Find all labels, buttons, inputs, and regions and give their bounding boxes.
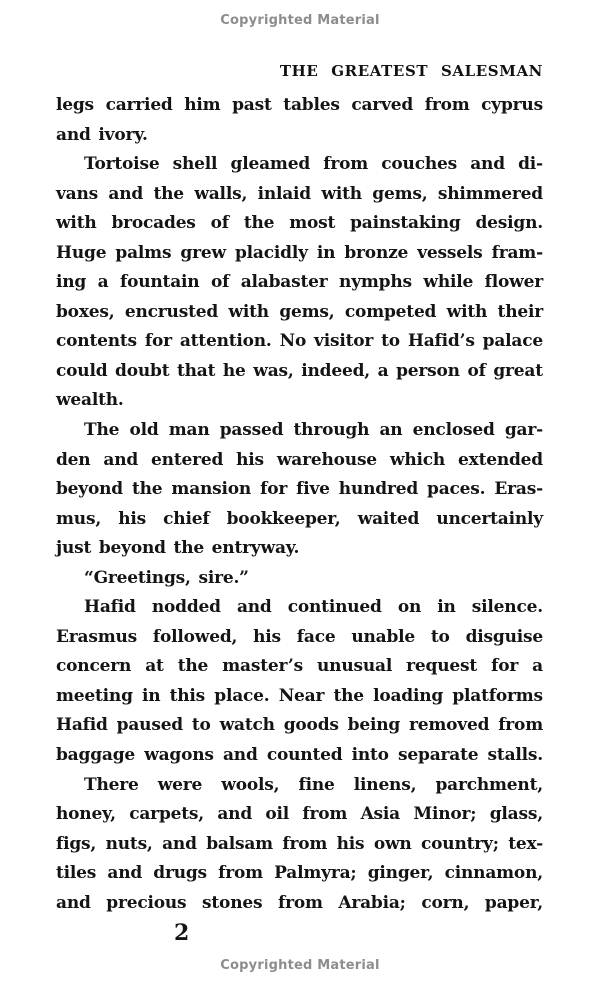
word: vans [56, 183, 99, 204]
word: with [446, 301, 488, 322]
word: on [397, 597, 422, 618]
word: the [243, 213, 275, 234]
text-line [56, 771, 543, 801]
word: of [210, 272, 230, 293]
word: gems, [279, 301, 335, 322]
text-line [56, 298, 543, 328]
paragraph [56, 150, 543, 416]
word: attention. [179, 331, 272, 352]
word: great [493, 360, 543, 381]
word: was, [253, 360, 294, 381]
word: ing [56, 272, 87, 293]
word: the [153, 183, 184, 204]
word: of [210, 213, 229, 234]
word: to [430, 626, 450, 647]
word: No [279, 331, 307, 352]
paragraph [56, 416, 543, 564]
word: painstaking [350, 213, 461, 234]
word: from [218, 863, 263, 884]
word: and [56, 892, 91, 913]
word: own [373, 833, 412, 854]
word: paused [116, 715, 183, 736]
text-line [56, 889, 543, 919]
word: entered [151, 449, 224, 470]
word: palace [482, 331, 543, 352]
word: followed, [152, 626, 238, 647]
word: a [97, 272, 109, 293]
text-line [56, 711, 543, 741]
word: in [141, 685, 161, 706]
word: wools, [221, 774, 280, 795]
page-number: 2 [174, 920, 190, 946]
word: and [470, 154, 505, 175]
word: linens, [353, 774, 417, 795]
word: inlaid [257, 183, 311, 204]
text-line: “Greetings, sire.” [84, 567, 249, 588]
word: through [293, 420, 370, 441]
text-line [56, 150, 543, 180]
text-line [56, 859, 543, 889]
word: bookkeeper, [226, 508, 341, 529]
word: and [236, 597, 272, 618]
word: for [144, 331, 172, 352]
word: at [145, 656, 164, 677]
word: carried [105, 95, 173, 115]
word: fram- [491, 242, 543, 263]
word: his [336, 833, 365, 854]
word: and [162, 833, 197, 854]
word: extended [458, 449, 543, 470]
word: boxes, [56, 301, 115, 322]
word: Tortoise [84, 154, 160, 175]
text-line [56, 505, 543, 535]
word: for [260, 479, 288, 500]
word: nuts, [105, 833, 153, 854]
word: removed [409, 715, 490, 736]
word: platforms [452, 685, 543, 706]
text-line [56, 268, 543, 298]
word: nodded [151, 597, 221, 618]
word: warehouse [276, 449, 377, 470]
word: flower [484, 272, 543, 293]
word: couches [381, 154, 457, 175]
word: gar- [504, 420, 543, 441]
word: ginger, [367, 863, 434, 884]
copyright-notice-top: Copyrighted Material [220, 13, 380, 28]
word: mansion [171, 479, 252, 500]
text-line [56, 830, 543, 860]
word: placidly [234, 242, 308, 263]
word: stalls. [487, 745, 543, 766]
text-line: and ivory. [56, 124, 148, 145]
word: disguise [465, 626, 543, 647]
word: this [169, 685, 206, 706]
word: silence. [471, 597, 543, 618]
word: watch [219, 715, 275, 736]
word: to [191, 715, 211, 736]
paragraph [56, 771, 543, 919]
word: his [236, 449, 264, 470]
word: carpets, [129, 804, 204, 825]
paragraph [56, 91, 543, 150]
word: tables [283, 95, 340, 115]
text-line [56, 741, 543, 771]
word: their [497, 301, 543, 322]
word: place. [214, 685, 270, 706]
word: chief [163, 508, 210, 529]
word: the [333, 685, 364, 706]
word: with [56, 213, 97, 234]
word: alabaster [240, 272, 328, 293]
word: oil [265, 804, 290, 825]
word: shell [172, 154, 218, 175]
word: Hafid’s [407, 331, 475, 352]
word: while [423, 272, 474, 293]
word: palms [115, 242, 172, 263]
text-line: wealth. [56, 390, 124, 411]
word: bronze [344, 242, 409, 263]
word: Eras- [494, 479, 543, 500]
word: doubt [115, 360, 170, 381]
word: honey, [56, 804, 116, 825]
word: past [232, 95, 272, 115]
word: goods [283, 715, 339, 736]
word: walls, [194, 183, 248, 204]
text-line [56, 180, 543, 210]
text-line [56, 682, 543, 712]
running-header: THE GREATEST SALESMAN [279, 62, 543, 80]
word: counted [266, 745, 343, 766]
word: mus, [56, 508, 102, 529]
word: Palmyra; [274, 863, 357, 884]
word: continued [287, 597, 382, 618]
word: being [347, 715, 401, 736]
word: old [129, 420, 159, 441]
text-line: just beyond the entryway. [56, 538, 300, 559]
paragraph [56, 593, 543, 770]
word: parchment, [435, 774, 543, 795]
word: the [177, 656, 209, 677]
word: which [389, 449, 446, 470]
word: cyprus [481, 95, 543, 115]
word: face [296, 626, 336, 647]
word: the [131, 479, 163, 500]
word: gems, [372, 183, 428, 204]
word: passed [219, 420, 284, 441]
word: wagons [144, 745, 214, 766]
word: to [381, 331, 400, 352]
word: waited [357, 508, 420, 529]
word: his [118, 508, 146, 529]
text-line [56, 357, 543, 387]
word: from [323, 154, 369, 175]
word: loading [373, 685, 444, 706]
word: and [222, 745, 258, 766]
word: hundred [338, 479, 419, 500]
word: competed [344, 301, 437, 322]
word: gleamed [230, 154, 311, 175]
word: fountain [119, 272, 200, 293]
word: in [316, 242, 336, 263]
word: Hafid [84, 597, 136, 618]
word: The [84, 420, 120, 441]
word: and [103, 449, 139, 470]
text-line [56, 593, 543, 623]
text-line [56, 446, 543, 476]
word: an [379, 420, 403, 441]
word: person [396, 360, 460, 381]
word: request [406, 656, 478, 677]
word: Hafid [56, 715, 108, 736]
word: There [84, 774, 139, 795]
word: encrusted [124, 301, 219, 322]
word: from [424, 95, 470, 115]
word: of [467, 360, 486, 381]
copyright-notice-bottom: Copyrighted Material [220, 958, 380, 973]
word: master’s [222, 656, 303, 677]
word: unusual [317, 656, 393, 677]
word: glass, [489, 804, 543, 825]
word: den [56, 449, 91, 470]
word: beyond [56, 479, 123, 500]
word: legs [56, 95, 94, 115]
word: Arabia; [338, 892, 406, 913]
word: cinnamon, [444, 863, 543, 884]
word: vessels [417, 242, 483, 263]
word: grew [180, 242, 226, 263]
word: uncertainly [436, 508, 543, 529]
text-line [56, 800, 543, 830]
word: from [277, 892, 323, 913]
word: tex- [508, 833, 543, 854]
word: most [289, 213, 336, 234]
word: five [296, 479, 330, 500]
word: that [176, 360, 216, 381]
word: carved [351, 95, 414, 115]
word: and [108, 183, 144, 204]
text-line [56, 239, 543, 269]
text-line [56, 475, 543, 505]
word: and [107, 863, 143, 884]
text-line [56, 652, 543, 682]
text-line [56, 416, 543, 446]
word: he [222, 360, 246, 381]
word: for [491, 656, 519, 677]
word: Minor; [413, 804, 477, 825]
word: design. [475, 213, 543, 234]
word: visitor [314, 331, 374, 352]
word: were [157, 774, 203, 795]
word: into [351, 745, 389, 766]
word: stones [202, 892, 263, 913]
word: figs, [56, 833, 97, 854]
body-text [56, 91, 543, 918]
word: his [253, 626, 281, 647]
word: paces. [427, 479, 486, 500]
word: separate [398, 745, 479, 766]
word: nymphs [339, 272, 412, 293]
word: from [282, 833, 328, 854]
text-line [56, 327, 543, 357]
word: with [228, 301, 269, 322]
word: paper, [484, 892, 543, 913]
word: Erasmus [56, 626, 138, 647]
paragraph [56, 564, 543, 594]
word: contents [56, 331, 137, 352]
word: di- [518, 154, 543, 175]
word: baggage [56, 745, 135, 766]
word: corn, [421, 892, 470, 913]
word: and [217, 804, 253, 825]
word: could [56, 360, 108, 381]
word: a [532, 656, 543, 677]
word: Asia [360, 804, 400, 825]
word: brocades [111, 213, 196, 234]
word: with [321, 183, 362, 204]
word: in [437, 597, 456, 618]
word: a [377, 360, 389, 381]
word: Near [278, 685, 325, 706]
word: drugs [153, 863, 207, 884]
word: fine [298, 774, 335, 795]
word: from [498, 715, 543, 736]
word: from [302, 804, 348, 825]
word: Huge [56, 242, 107, 263]
word: precious [106, 892, 187, 913]
word: tiles [56, 863, 97, 884]
word: balsam [206, 833, 273, 854]
word: unable [351, 626, 416, 647]
word: man [168, 420, 210, 441]
word: enclosed [412, 420, 495, 441]
text-line [56, 623, 543, 653]
text-line [56, 209, 543, 239]
word: country; [421, 833, 499, 854]
word: shimmered [437, 183, 543, 204]
word: indeed, [301, 360, 371, 381]
word: concern [56, 656, 132, 677]
word: meeting [56, 685, 133, 706]
word: him [184, 95, 221, 115]
text-line [56, 91, 543, 121]
